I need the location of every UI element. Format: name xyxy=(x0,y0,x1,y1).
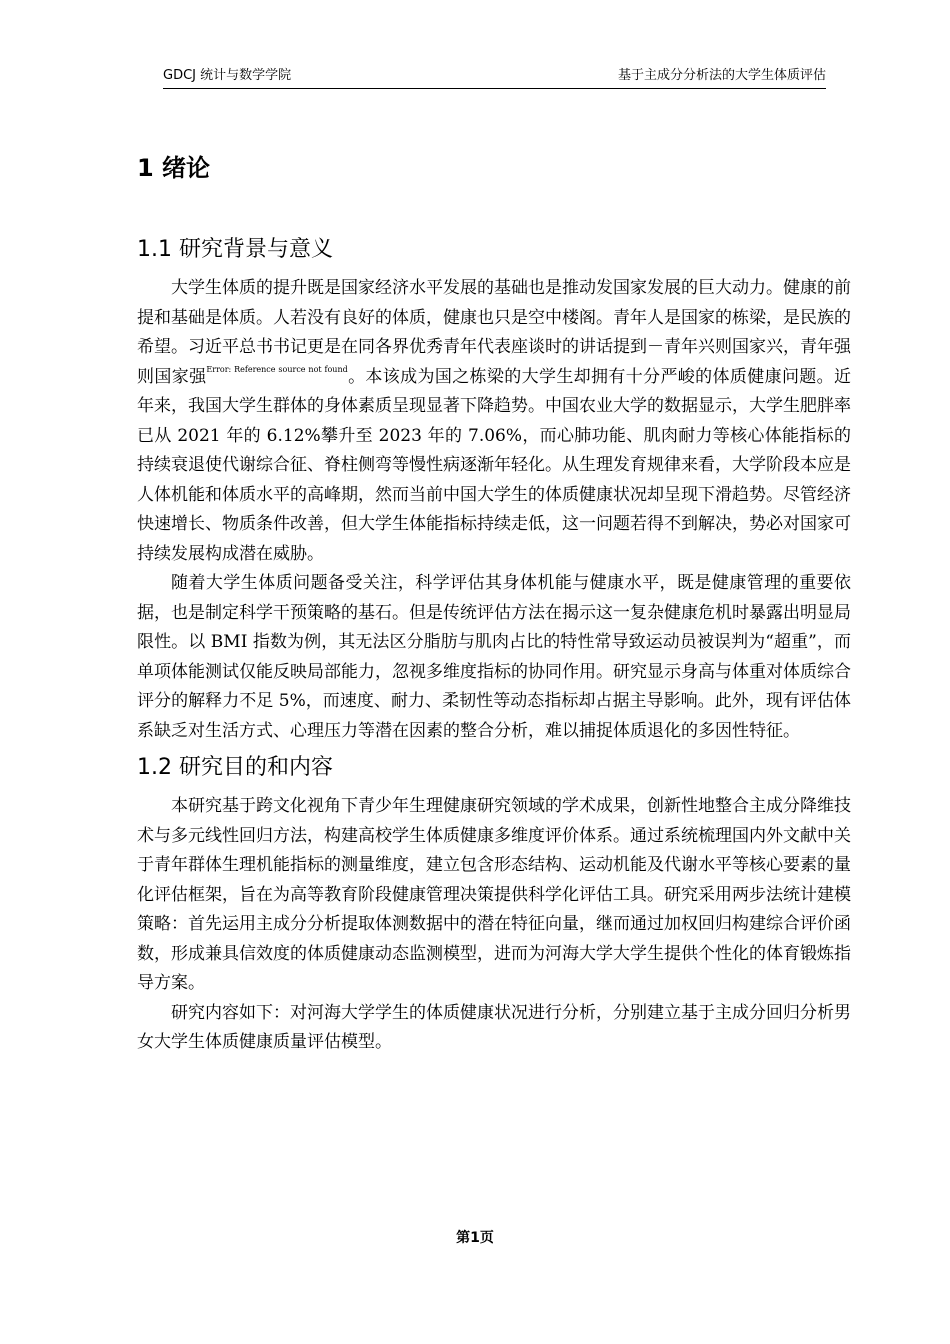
paragraph-objectives-2: 研究内容如下：对河海大学学生的体质健康状况进行分析，分别建立基于主成分回归分析男女大学生体质健康质量评估模型。 xyxy=(137,1002,851,1052)
paragraph-objectives-1: 本研究基于跨文化视角下青少年生理健康研究领域的学术成果，创新性地整合主成分降维技术与多元线性回归方法，构建高校学生体质健康多维度评价体系。通过系统梳理国内外文献中关于青年群体生理机能指标的测量维度，建立包含形态结构、运动机能及代谢水平等核心要素的量化评估框架，旨在为高等教育阶段健康管理决策提供科学化评估工具。研究采用两步法统计建模策略：首先运用主成分分析提取体测数据中的潜在特征向量，继而通过加权回归构建综合评价函数，形成兼具信效度的体质健康动态监测模型，进而为河海大学大学生提供个性化的体育锻炼指导方案。 xyxy=(137,796,851,993)
section-title-objectives: 1.2 研究目的和内容 xyxy=(137,755,333,780)
paragraph-text: 。本该成为国之栋梁的大学生却拥有十分严峻的体质健康问题。近年来，我国大学生群体的身体素质呈现显著下降趋势。中国农业大学的数据显示，大学生肥胖率已从 2021 年的 6.12%攀升至 2023 年的 7.06%，而心肺功能、肌肉耐力等核心体能指标的持续衰退使代谢综合征、脊柱侧弯等慢性病逐渐年轻化。从生理发育规律来看，大学阶段本应是人体机能和体质水平的高峰期，然而当前中国大学生的体质健康状况却呈现下滑趋势。尽管经济快速增长、物质条件改善，但大学生体能指标持续走低，这一问题若得不到解决，势必对国家可持续发展构成潜在威胁。 xyxy=(137,366,852,564)
header-left-text: GDCJ 统计与数学学院 xyxy=(163,68,292,83)
chapter-title: 1 绪论 xyxy=(137,154,211,182)
page-header xyxy=(163,66,826,89)
section-title-background: 1.1 研究背景与意义 xyxy=(137,237,333,262)
paragraph-text: 大学生体质的提升既是国家经济水平发展的基础也是推动发国家发展的巨大动力。健康的前提和基础是体质。人若没有良好的体质，健康也只是空中楼阁。青年人是国家的栋梁，是民族的希望。习近平总书书记更是在同各界优秀青年代表座谈时的讲话提到－青年兴则国家兴，青年强则国家强 xyxy=(137,278,851,387)
document-body xyxy=(137,148,851,1058)
reference-error-superscript: Error: Reference source not found xyxy=(206,364,348,374)
page-number: 第1页 xyxy=(456,1230,494,1246)
paragraph-background-1 xyxy=(137,274,851,569)
paragraph-background-2: 随着大学生体质问题备受关注，科学评估其身体机能与健康水平，既是健康管理的重要依据，也是制定科学干预策略的基石。但是传统评估方法在揭示这一复杂健康危机时暴露出明显局限性。以 BMI 指数为例，其无法区分脂肪与肌肉占比的特性常导致运动员被误判为“超重”，而单项体能测试仅能反映局部能力，忽视多维度指标的协同作用。研究显示身高与体重对体质综合评分的解释力不足 5%，而速度、耐力、柔韧性等动态指标却占据主导影响。此外，现有评估体系缺乏对生活方式、心理压力等潜在因素的整合分析，难以捕捉体质退化的多因性特征。 xyxy=(137,573,851,741)
header-right-text: 基于主成分分析法的大学生体质评估 xyxy=(617,68,826,83)
